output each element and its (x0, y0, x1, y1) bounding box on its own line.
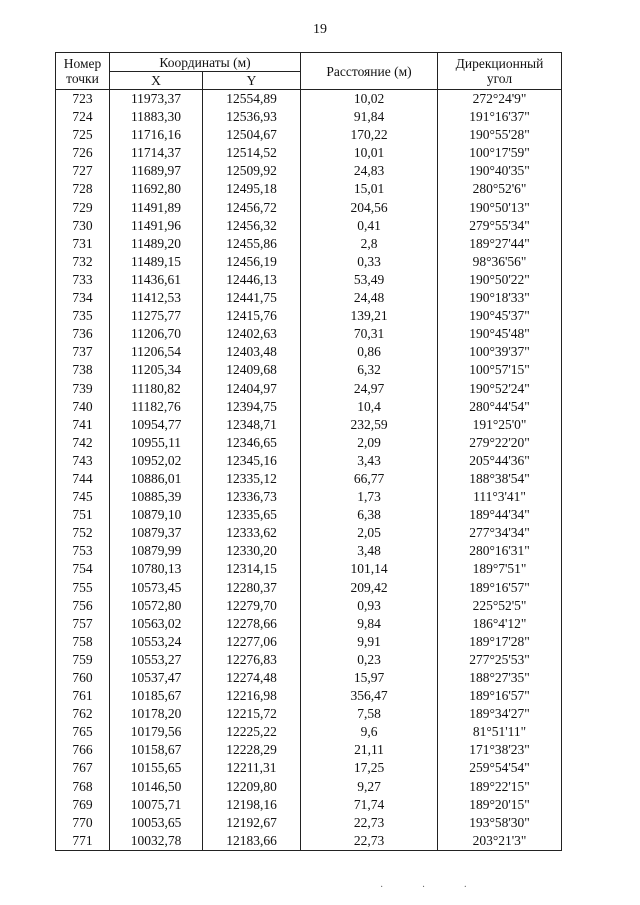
cell-point: 745 (56, 488, 110, 506)
table-row (56, 597, 562, 615)
table-row (56, 579, 562, 597)
header-point: Номер точки (56, 53, 110, 90)
cell-y: 12276,83 (203, 651, 301, 669)
cell-distance: 15,01 (301, 180, 438, 198)
table-row (56, 108, 562, 126)
cell-distance: 0,86 (301, 343, 438, 361)
cell-bearing: 81°51'11" (438, 723, 562, 741)
cell-x: 10537,47 (110, 669, 203, 687)
cell-x: 10879,10 (110, 506, 203, 524)
cell-bearing: 272°24'9" (438, 90, 562, 109)
cell-point: 757 (56, 615, 110, 633)
cell-y: 12456,32 (203, 217, 301, 235)
cell-x: 11182,76 (110, 398, 203, 416)
cell-y: 12403,48 (203, 343, 301, 361)
cell-y: 12211,31 (203, 759, 301, 777)
cell-distance: 24,48 (301, 289, 438, 307)
table-row (56, 506, 562, 524)
table-row (56, 253, 562, 271)
cell-x: 11692,80 (110, 180, 203, 198)
cell-distance: 3,48 (301, 542, 438, 560)
cell-x: 11206,54 (110, 343, 203, 361)
table-row (56, 343, 562, 361)
cell-distance: 24,97 (301, 380, 438, 398)
header-y: Y (203, 72, 301, 90)
cell-y: 12192,67 (203, 814, 301, 832)
cell-distance: 9,27 (301, 778, 438, 796)
cell-x: 10879,37 (110, 524, 203, 542)
cell-distance: 1,73 (301, 488, 438, 506)
cell-distance: 17,25 (301, 759, 438, 777)
table-row (56, 687, 562, 705)
table-row (56, 162, 562, 180)
cell-bearing: 189°34'27" (438, 705, 562, 723)
cell-y: 12225,22 (203, 723, 301, 741)
cell-x: 11205,34 (110, 361, 203, 379)
table-row (56, 651, 562, 669)
cell-bearing: 203°21'3" (438, 832, 562, 851)
cell-distance: 2,8 (301, 235, 438, 253)
cell-distance: 2,09 (301, 434, 438, 452)
table-row (56, 307, 562, 325)
table-row (56, 759, 562, 777)
cell-point: 737 (56, 343, 110, 361)
cell-bearing: 205°44'36" (438, 452, 562, 470)
cell-bearing: 189°22'15" (438, 778, 562, 796)
cell-bearing: 189°16'57" (438, 579, 562, 597)
table-row (56, 669, 562, 687)
cell-point: 771 (56, 832, 110, 851)
table-row (56, 741, 562, 759)
cell-point: 735 (56, 307, 110, 325)
cell-y: 12314,15 (203, 560, 301, 578)
cell-point: 756 (56, 597, 110, 615)
cell-bearing: 279°55'34" (438, 217, 562, 235)
table-row (56, 524, 562, 542)
table-row (56, 416, 562, 434)
table-row (56, 633, 562, 651)
cell-distance: 232,59 (301, 416, 438, 434)
cell-y: 12456,72 (203, 199, 301, 217)
cell-y: 12504,67 (203, 126, 301, 144)
cell-y: 12402,63 (203, 325, 301, 343)
cell-x: 10146,50 (110, 778, 203, 796)
page-number: 19 (313, 22, 327, 37)
cell-distance: 0,33 (301, 253, 438, 271)
cell-point: 734 (56, 289, 110, 307)
cell-point: 765 (56, 723, 110, 741)
cell-bearing: 190°18'33" (438, 289, 562, 307)
cell-distance: 22,73 (301, 832, 438, 851)
cell-distance: 21,11 (301, 741, 438, 759)
cell-y: 12335,65 (203, 506, 301, 524)
cell-distance: 6,32 (301, 361, 438, 379)
cell-bearing: 188°27'35" (438, 669, 562, 687)
cell-distance: 101,14 (301, 560, 438, 578)
cell-bearing: 189°16'57" (438, 687, 562, 705)
cell-point: 727 (56, 162, 110, 180)
cell-bearing: 259°54'54" (438, 759, 562, 777)
table-row (56, 289, 562, 307)
cell-distance: 139,21 (301, 307, 438, 325)
cell-bearing: 189°17'28" (438, 633, 562, 651)
cell-distance: 6,38 (301, 506, 438, 524)
table-row (56, 452, 562, 470)
cell-y: 12514,52 (203, 144, 301, 162)
cell-distance: 204,56 (301, 199, 438, 217)
cell-x: 10553,27 (110, 651, 203, 669)
cell-bearing: 188°38'54" (438, 470, 562, 488)
cell-bearing: 193°58'30" (438, 814, 562, 832)
cell-y: 12394,75 (203, 398, 301, 416)
cell-bearing: 100°57'15" (438, 361, 562, 379)
cell-y: 12330,20 (203, 542, 301, 560)
cell-bearing: 225°52'5" (438, 597, 562, 615)
table-row (56, 180, 562, 198)
cell-x: 10954,77 (110, 416, 203, 434)
cell-y: 12415,76 (203, 307, 301, 325)
cell-point: 732 (56, 253, 110, 271)
table-row (56, 380, 562, 398)
cell-distance: 9,6 (301, 723, 438, 741)
coordinates-table (55, 52, 562, 851)
cell-point: 723 (56, 90, 110, 109)
cell-x: 10075,71 (110, 796, 203, 814)
cell-point: 767 (56, 759, 110, 777)
table-row (56, 560, 562, 578)
cell-x: 10185,67 (110, 687, 203, 705)
table-row (56, 271, 562, 289)
cell-x: 10032,78 (110, 832, 203, 851)
cell-x: 10158,67 (110, 741, 203, 759)
cell-y: 12348,71 (203, 416, 301, 434)
table-row (56, 778, 562, 796)
cell-point: 744 (56, 470, 110, 488)
cell-x: 11412,53 (110, 289, 203, 307)
cell-distance: 10,02 (301, 90, 438, 109)
cell-point: 730 (56, 217, 110, 235)
table-row (56, 361, 562, 379)
cell-point: 729 (56, 199, 110, 217)
cell-x: 11275,77 (110, 307, 203, 325)
cell-x: 11489,15 (110, 253, 203, 271)
cell-y: 12509,92 (203, 162, 301, 180)
cell-y: 12278,66 (203, 615, 301, 633)
cell-x: 10155,65 (110, 759, 203, 777)
table-row (56, 217, 562, 235)
table-row (56, 615, 562, 633)
cell-distance: 24,83 (301, 162, 438, 180)
cell-y: 12333,62 (203, 524, 301, 542)
cell-point: 755 (56, 579, 110, 597)
cell-bearing: 189°27'44" (438, 235, 562, 253)
cell-bearing: 189°7'51" (438, 560, 562, 578)
cell-point: 770 (56, 814, 110, 832)
cell-x: 11716,16 (110, 126, 203, 144)
cell-y: 12335,12 (203, 470, 301, 488)
cell-y: 12441,75 (203, 289, 301, 307)
cell-x: 11491,96 (110, 217, 203, 235)
cell-y: 12456,19 (203, 253, 301, 271)
cell-y: 12336,73 (203, 488, 301, 506)
table-row (56, 832, 562, 851)
cell-point: 738 (56, 361, 110, 379)
cell-bearing: 277°34'34" (438, 524, 562, 542)
cell-distance: 209,42 (301, 579, 438, 597)
cell-y: 12536,93 (203, 108, 301, 126)
cell-bearing: 190°40'35" (438, 162, 562, 180)
table-body (56, 90, 562, 851)
cell-distance: 10,4 (301, 398, 438, 416)
cell-x: 10573,45 (110, 579, 203, 597)
cell-point: 731 (56, 235, 110, 253)
cell-bearing: 186°4'12" (438, 615, 562, 633)
cell-x: 11973,37 (110, 90, 203, 109)
table-row (56, 90, 562, 109)
cell-distance: 2,05 (301, 524, 438, 542)
cell-point: 739 (56, 380, 110, 398)
cell-y: 12346,65 (203, 434, 301, 452)
cell-distance: 356,47 (301, 687, 438, 705)
cell-bearing: 98°36'56" (438, 253, 562, 271)
cell-x: 10955,11 (110, 434, 203, 452)
cell-x: 11689,97 (110, 162, 203, 180)
cell-y: 12183,66 (203, 832, 301, 851)
cell-bearing: 191°16'37" (438, 108, 562, 126)
cell-point: 758 (56, 633, 110, 651)
scan-marks: · · · (380, 882, 485, 893)
table-row (56, 398, 562, 416)
cell-x: 11180,82 (110, 380, 203, 398)
cell-distance: 66,77 (301, 470, 438, 488)
cell-point: 743 (56, 452, 110, 470)
cell-x: 10053,65 (110, 814, 203, 832)
cell-bearing: 100°17'59" (438, 144, 562, 162)
cell-x: 10952,02 (110, 452, 203, 470)
cell-x: 10879,99 (110, 542, 203, 560)
cell-y: 12209,80 (203, 778, 301, 796)
cell-x: 10178,20 (110, 705, 203, 723)
cell-bearing: 171°38'23" (438, 741, 562, 759)
cell-x: 11206,70 (110, 325, 203, 343)
table-row (56, 434, 562, 452)
table-row (56, 542, 562, 560)
header-x: X (110, 72, 203, 90)
cell-x: 11489,20 (110, 235, 203, 253)
cell-y: 12404,97 (203, 380, 301, 398)
cell-y: 12345,16 (203, 452, 301, 470)
cell-bearing: 100°39'37" (438, 343, 562, 361)
cell-point: 752 (56, 524, 110, 542)
cell-y: 12228,29 (203, 741, 301, 759)
header-bearing: Дирекционный угол (438, 53, 562, 90)
cell-point: 760 (56, 669, 110, 687)
cell-x: 11714,37 (110, 144, 203, 162)
cell-bearing: 190°50'22" (438, 271, 562, 289)
header-coordinates: Координаты (м) (110, 53, 301, 72)
cell-point: 759 (56, 651, 110, 669)
cell-distance: 0,41 (301, 217, 438, 235)
table-row (56, 814, 562, 832)
cell-point: 754 (56, 560, 110, 578)
cell-point: 724 (56, 108, 110, 126)
cell-bearing: 280°16'31" (438, 542, 562, 560)
cell-x: 10885,39 (110, 488, 203, 506)
cell-distance: 9,84 (301, 615, 438, 633)
cell-distance: 0,23 (301, 651, 438, 669)
cell-y: 12280,37 (203, 579, 301, 597)
cell-point: 751 (56, 506, 110, 524)
cell-bearing: 191°25'0" (438, 416, 562, 434)
cell-bearing: 190°50'13" (438, 199, 562, 217)
cell-x: 10886,01 (110, 470, 203, 488)
header-distance: Расстояние (м) (301, 53, 438, 90)
cell-bearing: 280°44'54" (438, 398, 562, 416)
cell-y: 12495,18 (203, 180, 301, 198)
cell-point: 740 (56, 398, 110, 416)
cell-bearing: 189°20'15" (438, 796, 562, 814)
cell-point: 733 (56, 271, 110, 289)
cell-distance: 170,22 (301, 126, 438, 144)
table-row (56, 705, 562, 723)
table-row (56, 199, 562, 217)
cell-bearing: 277°25'53" (438, 651, 562, 669)
cell-point: 741 (56, 416, 110, 434)
cell-point: 761 (56, 687, 110, 705)
table-row (56, 470, 562, 488)
cell-x: 10179,56 (110, 723, 203, 741)
cell-x: 10563,02 (110, 615, 203, 633)
cell-bearing: 190°55'28" (438, 126, 562, 144)
cell-distance: 10,01 (301, 144, 438, 162)
table-row (56, 796, 562, 814)
cell-bearing: 279°22'20" (438, 434, 562, 452)
cell-distance: 22,73 (301, 814, 438, 832)
cell-y: 12198,16 (203, 796, 301, 814)
cell-x: 10780,13 (110, 560, 203, 578)
cell-x: 10553,24 (110, 633, 203, 651)
cell-distance: 0,93 (301, 597, 438, 615)
cell-x: 11436,61 (110, 271, 203, 289)
cell-y: 12554,89 (203, 90, 301, 109)
cell-x: 11491,89 (110, 199, 203, 217)
cell-y: 12455,86 (203, 235, 301, 253)
table-header (56, 53, 562, 90)
table-row (56, 325, 562, 343)
cell-distance: 71,74 (301, 796, 438, 814)
table-row (56, 144, 562, 162)
cell-y: 12216,98 (203, 687, 301, 705)
cell-distance: 9,91 (301, 633, 438, 651)
cell-point: 762 (56, 705, 110, 723)
cell-point: 725 (56, 126, 110, 144)
table-row (56, 235, 562, 253)
cell-bearing: 190°45'48" (438, 325, 562, 343)
cell-y: 12274,48 (203, 669, 301, 687)
cell-bearing: 190°45'37" (438, 307, 562, 325)
cell-distance: 3,43 (301, 452, 438, 470)
cell-bearing: 189°44'34" (438, 506, 562, 524)
cell-distance: 15,97 (301, 669, 438, 687)
cell-y: 12277,06 (203, 633, 301, 651)
cell-y: 12279,70 (203, 597, 301, 615)
cell-distance: 53,49 (301, 271, 438, 289)
cell-point: 742 (56, 434, 110, 452)
cell-point: 769 (56, 796, 110, 814)
cell-y: 12215,72 (203, 705, 301, 723)
cell-point: 728 (56, 180, 110, 198)
cell-x: 11883,30 (110, 108, 203, 126)
cell-y: 12409,68 (203, 361, 301, 379)
table-row (56, 126, 562, 144)
cell-bearing: 280°52'6" (438, 180, 562, 198)
cell-point: 726 (56, 144, 110, 162)
cell-distance: 70,31 (301, 325, 438, 343)
cell-distance: 7,58 (301, 705, 438, 723)
table-row (56, 488, 562, 506)
cell-x: 10572,80 (110, 597, 203, 615)
cell-bearing: 190°52'24" (438, 380, 562, 398)
cell-point: 768 (56, 778, 110, 796)
cell-y: 12446,13 (203, 271, 301, 289)
table-row (56, 723, 562, 741)
cell-bearing: 111°3'41" (438, 488, 562, 506)
cell-distance: 91,84 (301, 108, 438, 126)
cell-point: 753 (56, 542, 110, 560)
cell-point: 766 (56, 741, 110, 759)
cell-point: 736 (56, 325, 110, 343)
